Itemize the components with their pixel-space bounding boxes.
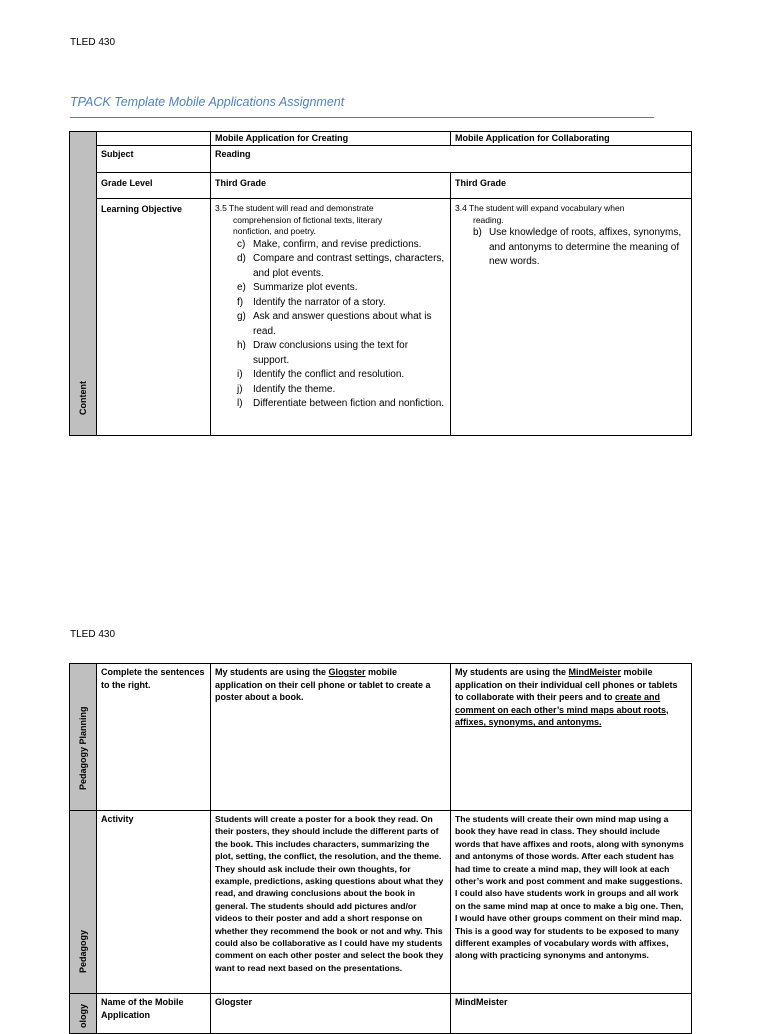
objective-item: e) Summarize plot events. [237, 282, 358, 293]
app-name-collaborating: MindMeister [451, 994, 692, 1034]
objective-creating: 3.5 The student will read and demonstrate comprehension of fictional texts, literary nonfiction, and poetry. c) Make, confirm, and revise predictions. d) Compare and contrast settings, characters, and plot events. e) Summarize plot events. f) Identify the narrator of a story. g) Ask and answer questions about what is read. h) Draw conclusions using the text for support. i) Identify the conflict and resolution. j) Identify the theme. l) Differentiate between fiction and nonfiction. [211, 199, 451, 436]
complete-label: Complete the sentences to the right. [97, 664, 211, 811]
page-header-2: TLED 430 [70, 629, 116, 640]
objective-item: f) Identify the narrator of a story. [237, 296, 386, 308]
content-table [69, 131, 692, 436]
objective-label: Learning Objective [97, 199, 211, 436]
technology-section-cell [70, 994, 97, 1034]
subject-value: Reading [211, 146, 692, 173]
pedagogy-section-cell [70, 811, 97, 994]
objective-item: h) Draw conclusions using the text for support. [237, 340, 409, 366]
grade-creating: Third Grade [211, 173, 451, 199]
content-section-label: Content [77, 380, 88, 415]
title-divider [70, 117, 654, 118]
content-section-cell [70, 132, 97, 436]
pedagogy-section-label: Pedagogy [77, 929, 88, 973]
grade-label: Grade Level [97, 173, 211, 199]
column-header-collaborating: Mobile Application for Collaborating [451, 132, 692, 146]
objective-collaborating: 3.4 The student will expand vocabulary when reading. b) Use knowledge of roots, affixes, synonyms, and antonyms to determine the meaning of new words. [451, 199, 692, 436]
activity-label: Activity [97, 811, 211, 994]
objective-item: g) Ask and answer questions about what is read. [237, 311, 432, 337]
objective-item: c) Make, confirm, and revise predictions. [237, 238, 422, 250]
technology-section-label: ology [77, 1004, 88, 1028]
objective-item: i) Identify the conflict and resolution. [237, 369, 405, 380]
objective-item: l) Differentiate between fiction and nonfiction. [237, 398, 445, 409]
page-header: TLED 430 [70, 37, 116, 48]
activity-creating: Students will create a poster for a book they read. On their posters, they should include the different parts of the book. This includes characters, summarizing the plot, setting, the conflict, the resolution, and the theme. They should ask include their own thoughts, for example, predictions, asking questions about what they read, and drawing conclusions about the book in general. The students should add pictures and/or videos to their poster and add a short response on whether they recommend the book or not and why. This could also be collaborative as I could have my students comment on each other poster and select the book they want to read next based on the presentations. [211, 811, 451, 994]
subject-label: Subject [97, 146, 211, 173]
activity-collaborating: The students will create their own mind map using a book they have read in class. They should include words that have affixes and roots, along with synonyms and antonyms of those words. After each student has had time to create a mind map, they will look at each other’s work and post comment and make suggestions. I could also have students work in groups and all work on the same mind map at once to make a big one. Then, I would have other groups comment on their mind map. This is a good way for students to be exposed to many different examples of vocabulary words with affixes, along with practicing synonyms and antonyms. [451, 811, 692, 994]
pedagogy-table [69, 663, 692, 1034]
app-name-label: Name of the Mobile Application [97, 994, 211, 1034]
complete-creating: My students are using the Glogster mobile application on their cell phone or tablet to create a poster about a book. [211, 664, 451, 811]
pedagogy-planning-section-cell [70, 664, 97, 811]
objective-item: d) Compare and contrast settings, characters, and plot events. [237, 253, 445, 279]
column-header-creating: Mobile Application for Creating [211, 132, 451, 146]
grade-collaborating: Third Grade [451, 173, 692, 199]
document-title: TPACK Template Mobile Applications Assignment [70, 95, 345, 109]
complete-collaborating: My students are using the MindMeister mobile application on their individual cell phones or tablets to collaborate with their peers and to create and comment on each other’s mind maps about roots, affixes, synonyms, and antonyms. [451, 664, 692, 811]
objective-item: j) Identify the theme. [237, 383, 336, 395]
app-name-creating: Glogster [211, 994, 451, 1034]
pedagogy-planning-section-label: Pedagogy Planning [77, 705, 88, 790]
